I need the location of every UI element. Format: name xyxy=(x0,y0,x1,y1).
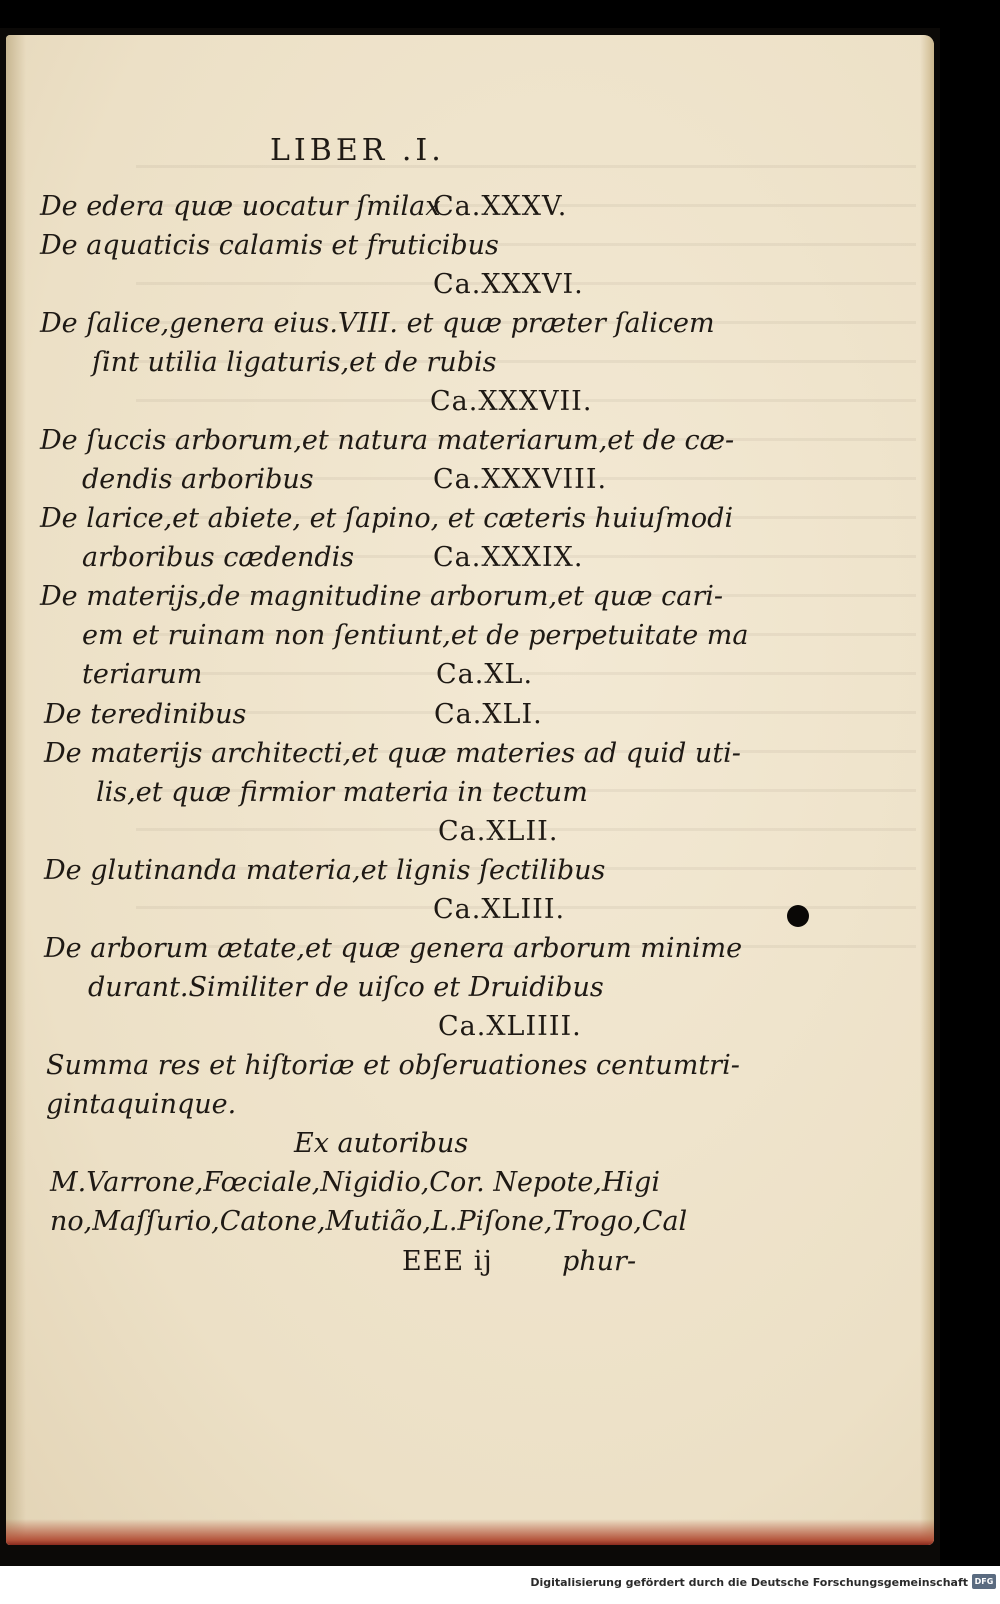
entry-2-title: De aquaticis calamis et fruticibus xyxy=(40,230,499,261)
entry-3-title: De ſalice,genera eius.VIII. et quæ præter ſalicem xyxy=(40,308,715,339)
entry-7-title: De teredinibus xyxy=(44,699,247,730)
summa-line-2: gintaquinque. xyxy=(46,1089,237,1120)
entry-4-chapter: Ca.XXXVIII. xyxy=(433,464,608,495)
authors-line-2: no,Maſſurio,Catone,Mutião,L.Piſone,Trogo,Cal xyxy=(50,1206,688,1237)
entry-3-continuation: ſint utilia ligaturis,et de rubis xyxy=(92,347,497,378)
entry-1-chapter: Ca.XXXV. xyxy=(433,191,568,222)
entry-5-chapter: Ca.XXXIX. xyxy=(433,542,584,573)
ink-dot xyxy=(787,905,809,927)
entry-4-continuation: dendis arboribus xyxy=(82,464,314,495)
dfg-logo: DFG xyxy=(972,1574,996,1589)
catchword: phur- xyxy=(562,1246,637,1277)
entry-8-title: De materijs architecti,et quæ materies ad quid uti- xyxy=(44,738,741,769)
entry-1-title: De edera quæ uocatur ſmilax xyxy=(40,191,441,222)
page-edge-left xyxy=(6,35,26,1545)
entry-6-title: De materijs,de magnitudine arborum,et quæ cari- xyxy=(40,581,724,612)
entry-10-title: De arborum ætate,et quæ genera arborum minime xyxy=(44,933,743,964)
entry-7-chapter: Ca.XLI. xyxy=(434,699,543,730)
entry-2-chapter: Ca.XXXVI. xyxy=(433,269,584,300)
book-page xyxy=(6,35,934,1545)
entry-6-continuation-2: teriarum xyxy=(82,659,203,690)
page-edge-bottom xyxy=(6,1519,934,1545)
entry-8-chapter: Ca.XLII. xyxy=(438,816,559,847)
signature-mark: EEE ij xyxy=(402,1246,493,1277)
ex-autoribus-heading: Ex autoribus xyxy=(294,1128,469,1159)
page-edge-right xyxy=(920,35,934,1545)
entry-3-chapter: Ca.XXXVII. xyxy=(430,386,593,417)
entry-5-title: De larice,et abiete, et ſapino, et cæteris huiuſmodi xyxy=(40,503,734,534)
footer-bar xyxy=(0,1566,1000,1604)
entry-6-continuation: em et ruinam non ſentiunt,et de perpetuitate ma xyxy=(82,620,749,651)
entry-5-continuation: arboribus cædendis xyxy=(82,542,355,573)
summa-line-1: Summa res et hiſtoriæ et obſeruationes centumtri- xyxy=(46,1050,740,1081)
entry-9-chapter: Ca.XLIII. xyxy=(433,894,566,925)
entry-6-chapter: Ca.XL. xyxy=(436,659,534,690)
funding-credit: Digitalisierung gefördert durch die Deutsche Forschungsgemeinschaft xyxy=(530,1576,968,1589)
entry-9-title: De glutinanda materia,et lignis ſectilibus xyxy=(44,855,606,886)
running-head: LIBER .I. xyxy=(270,133,445,168)
entry-8-continuation: lis,et quæ firmior materia in tectum xyxy=(96,777,588,808)
entry-10-continuation: durant.Similiter de uiſco et Druidibus xyxy=(88,972,604,1003)
entry-4-title: De ſuccis arborum,et natura materiarum,et de cæ- xyxy=(40,425,735,456)
authors-line-1: M.Varrone,Fœciale,Nigidio,Cor. Nepote,Higi xyxy=(50,1167,660,1198)
entry-10-chapter: Ca.XLIIII. xyxy=(438,1011,582,1042)
